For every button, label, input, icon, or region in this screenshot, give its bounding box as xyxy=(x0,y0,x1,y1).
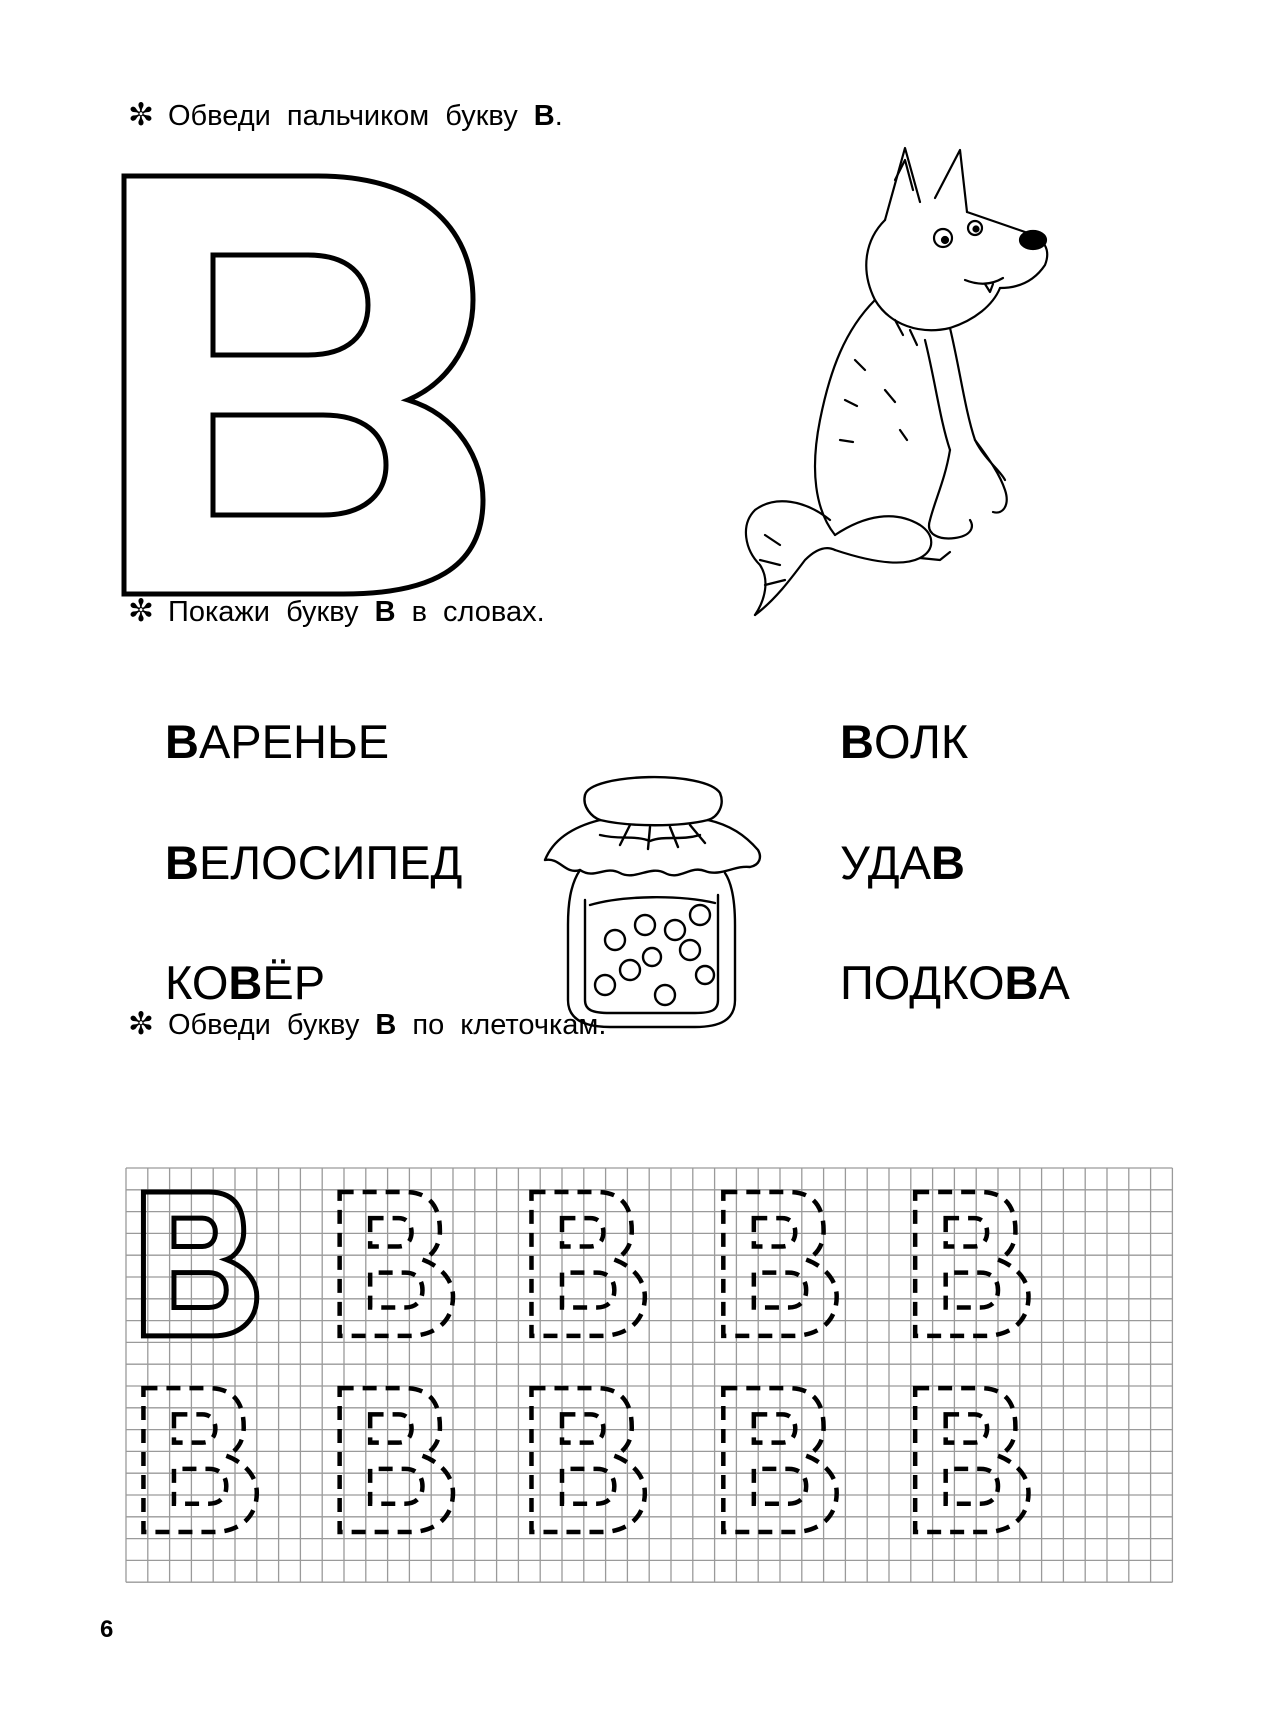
word-left-3: КОВЁР xyxy=(165,956,326,1009)
big-letter-v-icon xyxy=(118,170,498,600)
letter-v-sample xyxy=(143,1192,256,1336)
word-right-2: УДАВ xyxy=(840,836,965,889)
letter-v-dashed xyxy=(340,1192,453,1336)
letter-v-dashed xyxy=(143,1388,256,1532)
page-number: 6 xyxy=(100,1616,114,1643)
instruction-show-in-words: ✼ Покажи букву В в словах. xyxy=(128,593,545,628)
letter-v-dashed xyxy=(340,1388,453,1532)
word-left-1: ВАРЕНЬЕ xyxy=(165,715,390,768)
instruction-trace-cells: ✼ Обведи букву В по клеточкам. xyxy=(128,1006,607,1041)
wolf-icon xyxy=(735,140,1065,620)
tracing-grid xyxy=(126,1168,1176,1598)
asterisk-icon: ✼ xyxy=(128,97,154,132)
asterisk-icon: ✼ xyxy=(128,1006,154,1041)
word-right-3: ПОДКОВА xyxy=(840,956,1070,1009)
word-left-2: ВЕЛОСИПЕД xyxy=(165,836,463,889)
word-right-1: ВОЛК xyxy=(840,715,969,768)
jam-jar-icon xyxy=(540,765,765,1035)
asterisk-icon: ✼ xyxy=(128,593,154,628)
instruction-trace-finger: ✼ Обведи пальчиком букву В. xyxy=(128,97,563,132)
